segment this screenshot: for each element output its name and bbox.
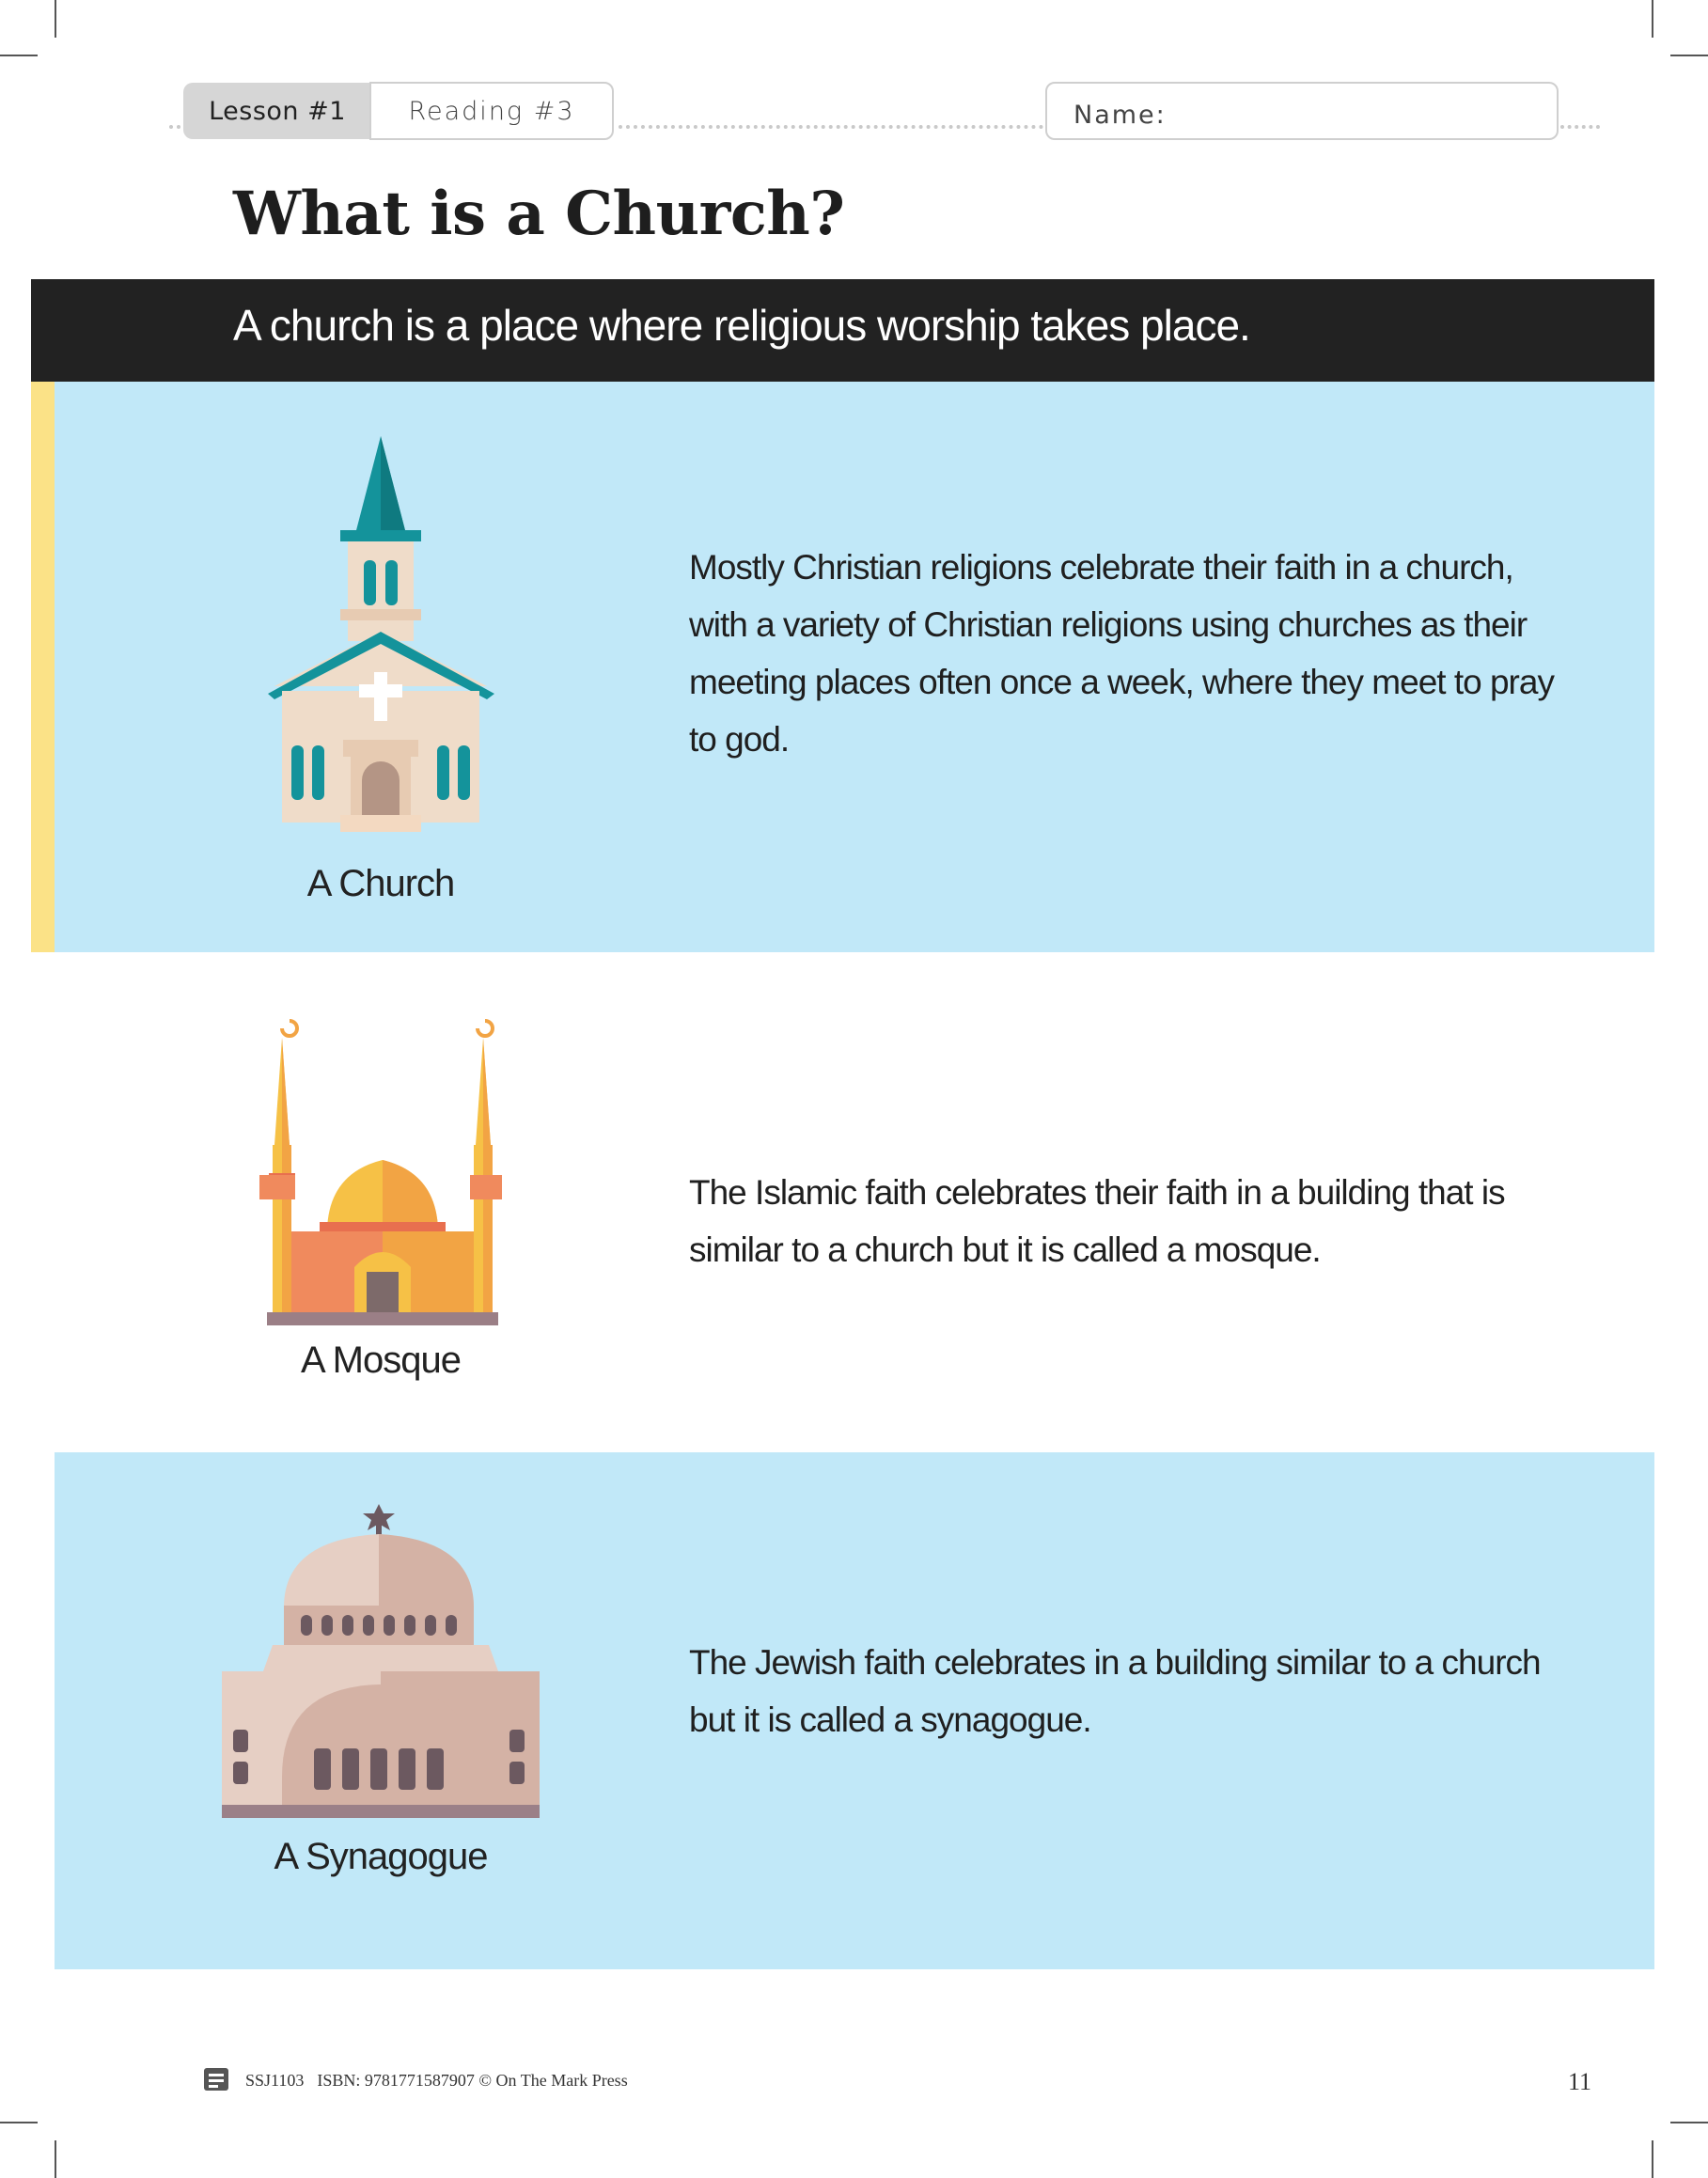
crop-mark <box>1670 2122 1708 2123</box>
crop-mark <box>1652 0 1653 38</box>
synagogue-description: The Jewish faith celebrates in a building similar to a church but it is called a synagogue. <box>689 1643 1541 1739</box>
header-dotted-line <box>1560 125 1600 129</box>
synagogue-caption: A Synagogue <box>274 1836 488 1877</box>
page-title: What is a Church? <box>233 179 845 249</box>
crop-mark <box>55 0 56 38</box>
book-icon <box>202 2066 232 2094</box>
crop-mark <box>0 2122 38 2123</box>
crop-mark <box>1652 2140 1653 2178</box>
footer-isbn: ISBN: 9781771587907 © On The Mark Press <box>317 2070 628 2090</box>
definition-banner <box>31 279 1654 382</box>
footer-info <box>202 2066 628 2094</box>
crop-mark <box>0 55 38 56</box>
mosque-illustration <box>254 1013 508 1328</box>
mosque-description: The Islamic faith celebrates their faith in a building that is similar to a church but it is called a mosque. <box>689 1173 1505 1269</box>
reading-tab: Reading #3 <box>369 82 614 140</box>
name-field[interactable]: Name: <box>1045 82 1559 140</box>
crop-mark <box>1670 55 1708 56</box>
page-number: 11 <box>1568 2068 1592 2095</box>
synagogue-illustration <box>216 1504 545 1824</box>
church-caption: A Church <box>306 863 455 904</box>
header-dotted-line <box>619 125 1043 129</box>
lesson-tab: Lesson #1 <box>183 83 371 139</box>
accent-bar <box>31 382 55 952</box>
church-illustration <box>254 432 508 846</box>
footer-code: SSJ1103 <box>245 2070 305 2090</box>
mosque-caption: A Mosque <box>301 1340 461 1381</box>
banner-text: A church is a place where religious worship takes place. <box>233 301 1250 350</box>
church-description: Mostly Christian religions celebrate their faith in a church, with a variety of Christian religions using churches as their meeting places often once a week, where they meet to pray to god. <box>689 548 1554 759</box>
crop-mark <box>55 2140 56 2178</box>
